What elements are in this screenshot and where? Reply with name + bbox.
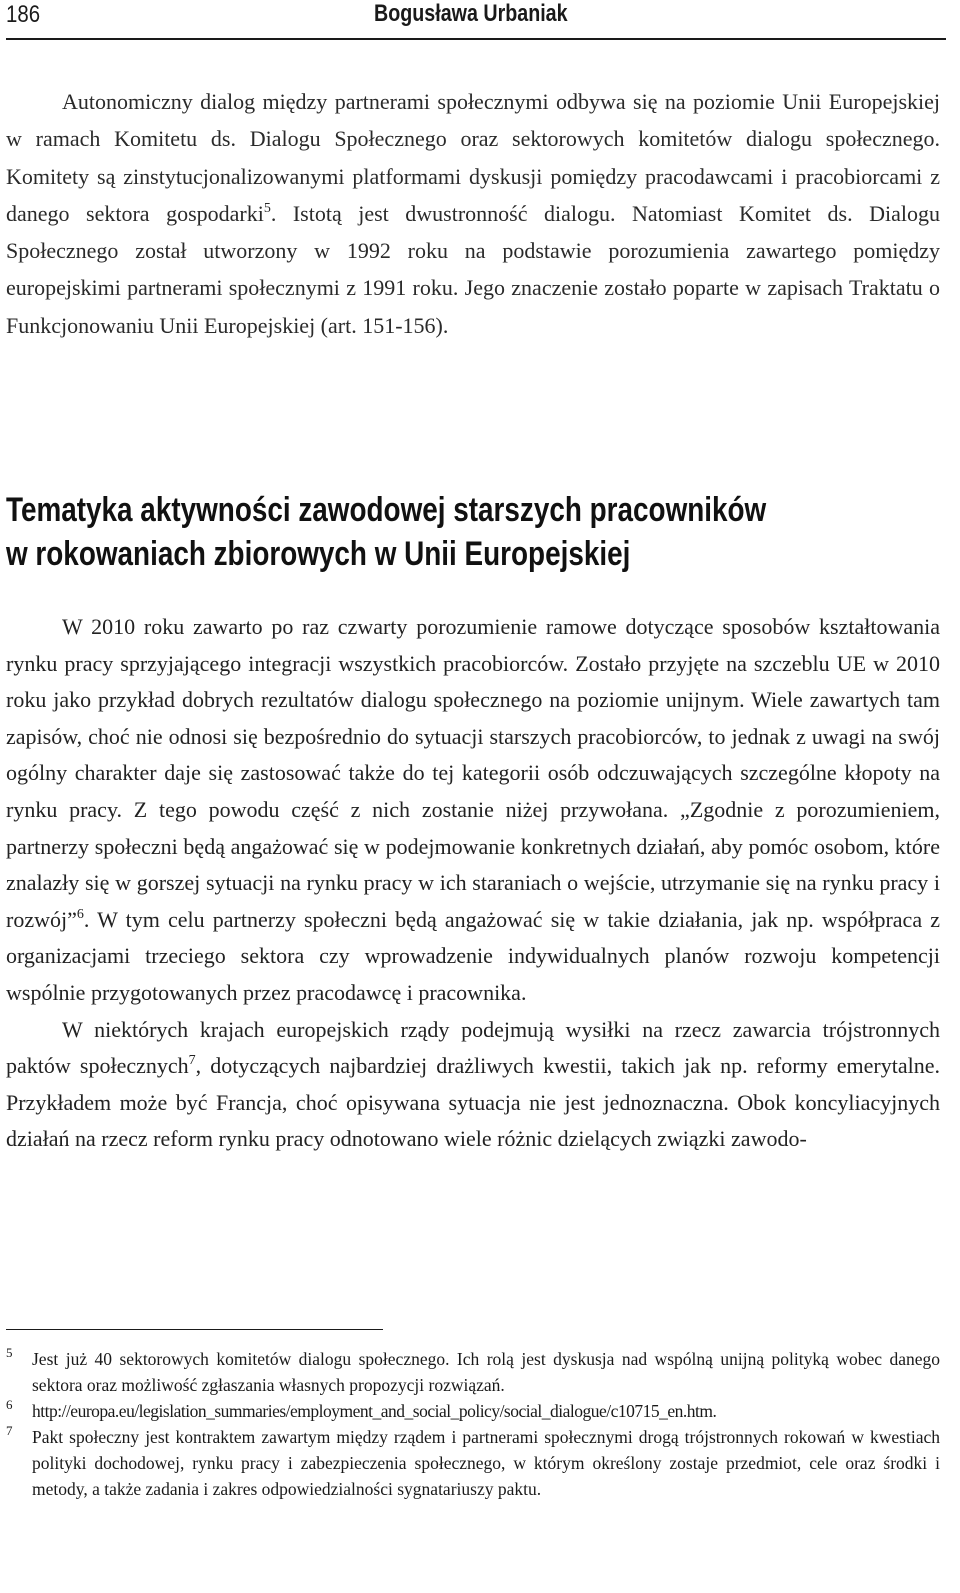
footnote-link[interactable]: http://europa.eu/legislation_summaries/employment_and_social_policy/social_dialogue/c10715_en.htm. [32, 1401, 717, 1421]
footnote-ref-7[interactable]: 7 [188, 1053, 196, 1069]
section-heading-line-2: w rokowaniach zbiorowych w Unii Europejskiej [6, 535, 631, 573]
footnote-number: 6 [6, 1397, 13, 1412]
running-title-author: Bogusława Urbaniak [374, 0, 568, 27]
footnote-6 [6, 1398, 940, 1424]
section-heading-line-1: Tematyka aktywności zawodowej starszych pracowników [6, 491, 767, 529]
footnote-text: Pakt społeczny jest kontraktem zawartym między rządem i partnerami społecznymi drogą trójstronnych rokowań w kwestiach polityki dochodowej, rynku pracy i zabezpieczenia społecznego, w którym określony zostaje przedmiot, cele oraz środki i metody, a także zadania i zakres odpowiedzialności sygnatariuszy paktu. [32, 1427, 940, 1499]
footnote-ref-6[interactable]: 6 [76, 906, 84, 922]
footnote-number: 5 [6, 1345, 13, 1360]
paragraph-intro-text-1: Autonomiczny dialog między partnerami społecznymi odbywa się na poziomie Unii Europejskiej w ramach Komitetu ds. Dialogu Społecznego oraz sektorowych komitetów dialogu społecznego. Komitety są zinstytucjonalizowanymi platformami dyskusji pomiędzy pracodawcami i pracobiorcami z danego sektora gospodarki [6, 89, 940, 226]
section-body [6, 609, 940, 1158]
footnote-7 [6, 1424, 940, 1502]
section-paragraph-2-text-2: , dotyczących najbardziej drażliwych kwestii, takich jak np. reformy emerytalne. Przykładem może być Francja, choć opisywana sytuacja nie jest jednoznaczna. Obok koncyliacyjnych działań na rzecz reform rynku pracy odnotowano wiele różnic dzielących związki zawodo- [6, 1053, 940, 1152]
paragraph-intro [6, 83, 940, 344]
section-paragraph-1-text-1: W 2010 roku zawarto po raz czwarty porozumienie ramowe dotyczące sposobów kształtowania rynku pracy sprzyjającego integracji wszystkich pracobiorców. Zostało przyjęte na szczeblu UE w 2010 roku jako przykład dobrych rezultatów dialogu społecznego na poziomie unijnym. Wiele zawartych tam zapisów, choć nie odnosi się bezpośrednio do sytuacji starszych pracobiorców, to jednak z uwagi na swój ogólny charakter daje się zastosować także do tej kategorii osób odczuwających szczególne kłopoty na rynku pracy. Z tego powodu część z nich zostanie niżej przywołana. „Zgodnie z porozumieniem, partnerzy społeczni będą angażować się w podejmowanie konkretnych działań, aby pomóc osobom, które znalazły się w gorszej sytuacji na rynku pracy w ich staraniach o wejście, utrzymanie się na rynku pracy i rozwój” [6, 614, 940, 932]
section-paragraph-2-text-1: W niektórych krajach europejskich rządy podejmują wysiłki na rzecz zawarcia trójstronnych paktów społecznych [6, 1016, 940, 1079]
footnote-text: Jest już 40 sektorowych komitetów dialogu społecznego. Ich rolą jest dyskusja nad wspólną unijną polityką wobec danego sektora oraz możliwość zgłaszania własnych propozycji rozwiązań. [32, 1349, 940, 1395]
section-paragraph-2 [6, 1012, 940, 1158]
page-number: 186 [6, 1, 41, 28]
footnote-number: 7 [6, 1423, 13, 1438]
footnotes [6, 1346, 940, 1502]
footnote-5 [6, 1346, 940, 1398]
section-paragraph-1 [6, 609, 940, 1012]
section-paragraph-1-text-2: . W tym celu partnerzy społeczni będą angażować się w takie działania, jak np. współpraca z organizacjami trzeciego sektora czy wprowadzenie indywidualnych planów rozwoju kompetencji wspólnie przygotowanych przez pracodawcę i pracownika. [6, 906, 940, 1005]
footnote-ref-5[interactable]: 5 [263, 200, 271, 216]
section-heading [6, 488, 772, 576]
footnote-separator [6, 1329, 383, 1330]
running-header [6, 0, 946, 40]
paragraph-intro-text-2: . Istotą jest dwustronność dialogu. Natomiast Komitet ds. Dialogu Społecznego został utworzony w 1992 roku na podstawie porozumienia zawartego pomiędzy europejskimi partnerami społecznymi z 1991 roku. Jego znaczenie zostało poparte w zapisach Traktatu o Funkcjonowaniu Unii Europejskiej (art. 151-156). [6, 200, 940, 338]
